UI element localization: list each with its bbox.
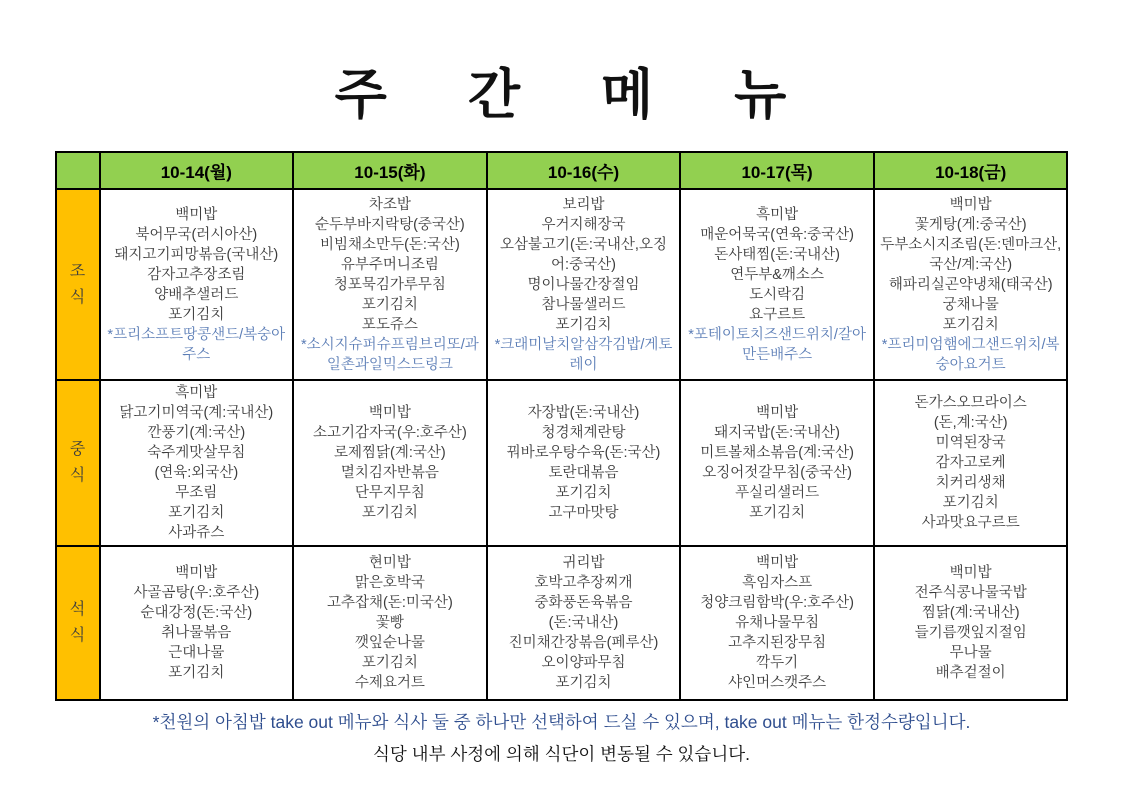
menu-item: 포기김치 (168, 306, 225, 323)
menu-item: 무조림 (175, 485, 218, 501)
menu-item: 궁채나물 (942, 296, 999, 313)
menu-item: (돈,계:국산) (933, 415, 1008, 431)
menu-cell (293, 380, 487, 546)
menu-item: 무나물 (949, 645, 992, 661)
special-menu-item: *소시지슈퍼슈프림브리또/과일촌과일믹스드링크 (301, 336, 479, 373)
menu-item: 근대나물 (168, 645, 225, 661)
menu-item: 멸치김자반볶음 (340, 465, 439, 481)
menu-cell (100, 546, 294, 700)
menu-item: 백미밥 (756, 405, 799, 421)
menu-item: 백미밥 (175, 565, 218, 581)
menu-item: 고구마맛탕 (548, 505, 619, 521)
menu-item: 샤인머스캣주스 (728, 675, 827, 691)
menu-item: 깍두기 (756, 655, 799, 671)
menu-item: 포기김치 (361, 655, 418, 671)
menu-item: 중화풍돈육볶음 (534, 595, 633, 611)
menu-item: 흑미밥 (175, 385, 218, 401)
menu-item: 오징어젓갈무침(중국산) (702, 465, 852, 481)
menu-item: 돈사태찜(돈:국내산) (714, 246, 840, 263)
menu-item: 백미밥 (368, 405, 411, 421)
menu-item: 포기김치 (942, 316, 999, 333)
takeout-note: *천원의 아침밥 take out 메뉴와 식사 둘 중 하나만 선택하여 드실 수 있으며, take out 메뉴는 한정수량입니다. (152, 712, 971, 732)
menu-item: 매운어묵국(연육:중국산) (700, 226, 854, 243)
menu-item: 포기김치 (555, 485, 612, 501)
menu-item: 푸실리샐러드 (735, 485, 820, 501)
menu-item: 미역된장국 (935, 435, 1006, 451)
menu-item: 포기김치 (361, 505, 418, 521)
menu-item: 치커리생채 (935, 475, 1006, 491)
menu-item: 감자고추장조림 (147, 266, 246, 283)
menu-item: 청포묵김가루무침 (333, 276, 446, 293)
menu-item: 돈가스오므라이스 (914, 395, 1027, 411)
menu-item: 흑임자스프 (742, 575, 813, 591)
menu-item: 백미밥 (949, 196, 992, 213)
menu-item: 흑미밥 (756, 206, 799, 223)
menu-cell (874, 380, 1068, 546)
menu-item: 도시락김 (749, 286, 806, 303)
day-header-3: 10-16(수) (487, 152, 681, 189)
menu-item: 미트볼채소볶음(계:국산) (700, 445, 854, 461)
menu-item: 현미밥 (368, 555, 411, 571)
menu-item: 백미밥 (949, 565, 992, 581)
menu-cell (487, 189, 681, 380)
menu-item: 포기김치 (168, 665, 225, 681)
menu-item: 전주식콩나물국밥 (914, 585, 1027, 601)
day-header-4: 10-17(목) (680, 152, 874, 189)
menu-item: 감자고로케 (935, 455, 1006, 471)
menu-item: 두부소시지조림(돈:덴마크산,국산/계:국산) (880, 236, 1062, 273)
menu-item: 우거지해장국 (541, 216, 626, 233)
menu-item: 포기김치 (168, 505, 225, 521)
menu-cell (487, 546, 681, 700)
day-header-row (56, 152, 1068, 189)
menu-item: 포기김치 (361, 296, 418, 313)
menu-item: 돼지국밥(돈:국내산) (714, 425, 840, 441)
meal-label-cell-1 (56, 189, 100, 380)
menu-item: 들기름깻잎지절임 (914, 625, 1027, 641)
menu-item: 청양크림함박(우:호주산) (700, 595, 854, 611)
menu-item: 맑은호박국 (354, 575, 425, 591)
menu-item: 순두부바지락탕(중국산) (315, 216, 465, 233)
menu-item: 수제요거트 (354, 675, 425, 691)
weekly-menu-table (55, 151, 1069, 701)
menu-item: 백미밥 (175, 206, 218, 223)
meal-row-3 (56, 546, 1068, 700)
menu-item: 양배추샐러드 (154, 286, 239, 303)
menu-item: 유부주머니조림 (340, 256, 439, 273)
special-menu-item: *프리소프트땅콩샌드/복숭아주스 (107, 326, 286, 363)
meal-label-cell-3 (56, 546, 100, 700)
meal-label: 조식 (69, 262, 86, 306)
menu-item: 고추잡채(돈:미국산) (327, 595, 453, 611)
menu-item: 깐풍기(계:국산) (147, 425, 246, 441)
page-title: 주 간 메 뉴 (334, 65, 789, 125)
meal-label-cell-2 (56, 380, 100, 546)
menu-item: 닭고기미역국(계:국내산) (119, 405, 274, 421)
menu-item: 꽃게탕(게:중국산) (914, 216, 1027, 233)
menu-item: 호박고추장찌개 (534, 575, 633, 591)
menu-item: 꿔바로우탕수육(돈:국산) (506, 445, 661, 461)
menu-item: 돼지고기피망볶음(국내산) (114, 246, 279, 263)
day-header-2: 10-15(화) (293, 152, 487, 189)
menu-item: 깻잎순나물 (354, 635, 425, 651)
special-menu-item: *포테이토치즈샌드위치/갈아만든배주스 (688, 326, 866, 363)
menu-item: (돈:국내산) (548, 615, 619, 631)
menu-item: 취나물볶음 (161, 625, 232, 641)
menu-item: 소고기감자국(우:호주산) (313, 425, 467, 441)
menu-item: 차조밥 (368, 196, 411, 213)
menu-item: 사과쥬스 (168, 525, 225, 541)
menu-item: 귀리밥 (562, 555, 605, 571)
menu-cell (293, 189, 487, 380)
menu-cell (487, 380, 681, 546)
menu-cell (680, 380, 874, 546)
menu-item: 자장밥(돈:국내산) (527, 405, 640, 421)
footer-notes (0, 709, 1123, 766)
menu-item: 해파리실곤약냉채(태국산) (888, 276, 1053, 293)
menu-item: 유채나물무침 (735, 615, 820, 631)
menu-item: 포기김치 (749, 505, 806, 521)
menu-cell (100, 380, 294, 546)
special-menu-item: *크래미날치알삼각김밥/게토레이 (494, 336, 673, 373)
menu-item: 백미밥 (756, 555, 799, 571)
menu-change-note: 식당 내부 사정에 의해 식단이 변동될 수 있습니다. (373, 744, 750, 764)
menu-item: 사과맛요구르트 (921, 515, 1020, 531)
menu-item: 청경채계란탕 (541, 425, 626, 441)
meal-label: 석식 (69, 601, 86, 644)
menu-item: 고추지된장무침 (728, 635, 827, 651)
meal-row-1 (56, 189, 1068, 380)
menu-item: 단무지무침 (354, 485, 425, 501)
menu-item: 토란대볶음 (548, 465, 619, 481)
day-header-1: 10-14(월) (100, 152, 294, 189)
menu-cell (680, 546, 874, 700)
meal-row-2 (56, 380, 1068, 546)
menu-item: 순대강정(돈:국산) (140, 605, 253, 621)
menu-cell (874, 546, 1068, 700)
menu-item: 꽃빵 (375, 615, 404, 631)
menu-item: 로제찜닭(계:국산) (334, 445, 446, 461)
menu-cell (874, 189, 1068, 380)
menu-item: 진미채간장볶음(페루산) (508, 635, 659, 651)
menu-item: 배추겉절이 (935, 665, 1006, 681)
meal-label: 중식 (69, 441, 86, 484)
corner-cell (56, 152, 100, 189)
menu-item: (연육:외국산) (154, 465, 239, 481)
menu-item: 오이양파무침 (541, 655, 626, 671)
menu-item: 포기김치 (555, 316, 612, 333)
menu-cell (100, 189, 294, 380)
menu-cell (293, 546, 487, 700)
menu-item: 요구르트 (749, 306, 806, 323)
menu-item: 찜닭(계:국내산) (921, 605, 1020, 621)
menu-cell (680, 189, 874, 380)
special-menu-item: *프리미엄햄에그샌드위치/복숭아요거트 (881, 336, 1060, 373)
menu-item: 연두부&깨소스 (730, 266, 824, 283)
menu-item: 포도쥬스 (361, 316, 418, 333)
menu-item: 포기김치 (555, 675, 612, 691)
menu-item: 오삼불고기(돈:국내산,오징어:중국산) (500, 236, 667, 273)
menu-item: 사골곰탕(우:호주산) (133, 585, 260, 601)
menu-item: 명이나물간장절임 (527, 276, 640, 293)
menu-item: 보리밥 (562, 196, 605, 213)
menu-item: 참나물샐러드 (541, 296, 626, 313)
menu-item: 숙주게맛살무침 (147, 445, 246, 461)
day-header-5: 10-18(금) (874, 152, 1068, 189)
menu-item: 포기김치 (942, 495, 999, 511)
menu-item: 북어무국(러시아산) (135, 226, 258, 243)
menu-item: 비빔채소만두(돈:국산) (320, 236, 460, 253)
